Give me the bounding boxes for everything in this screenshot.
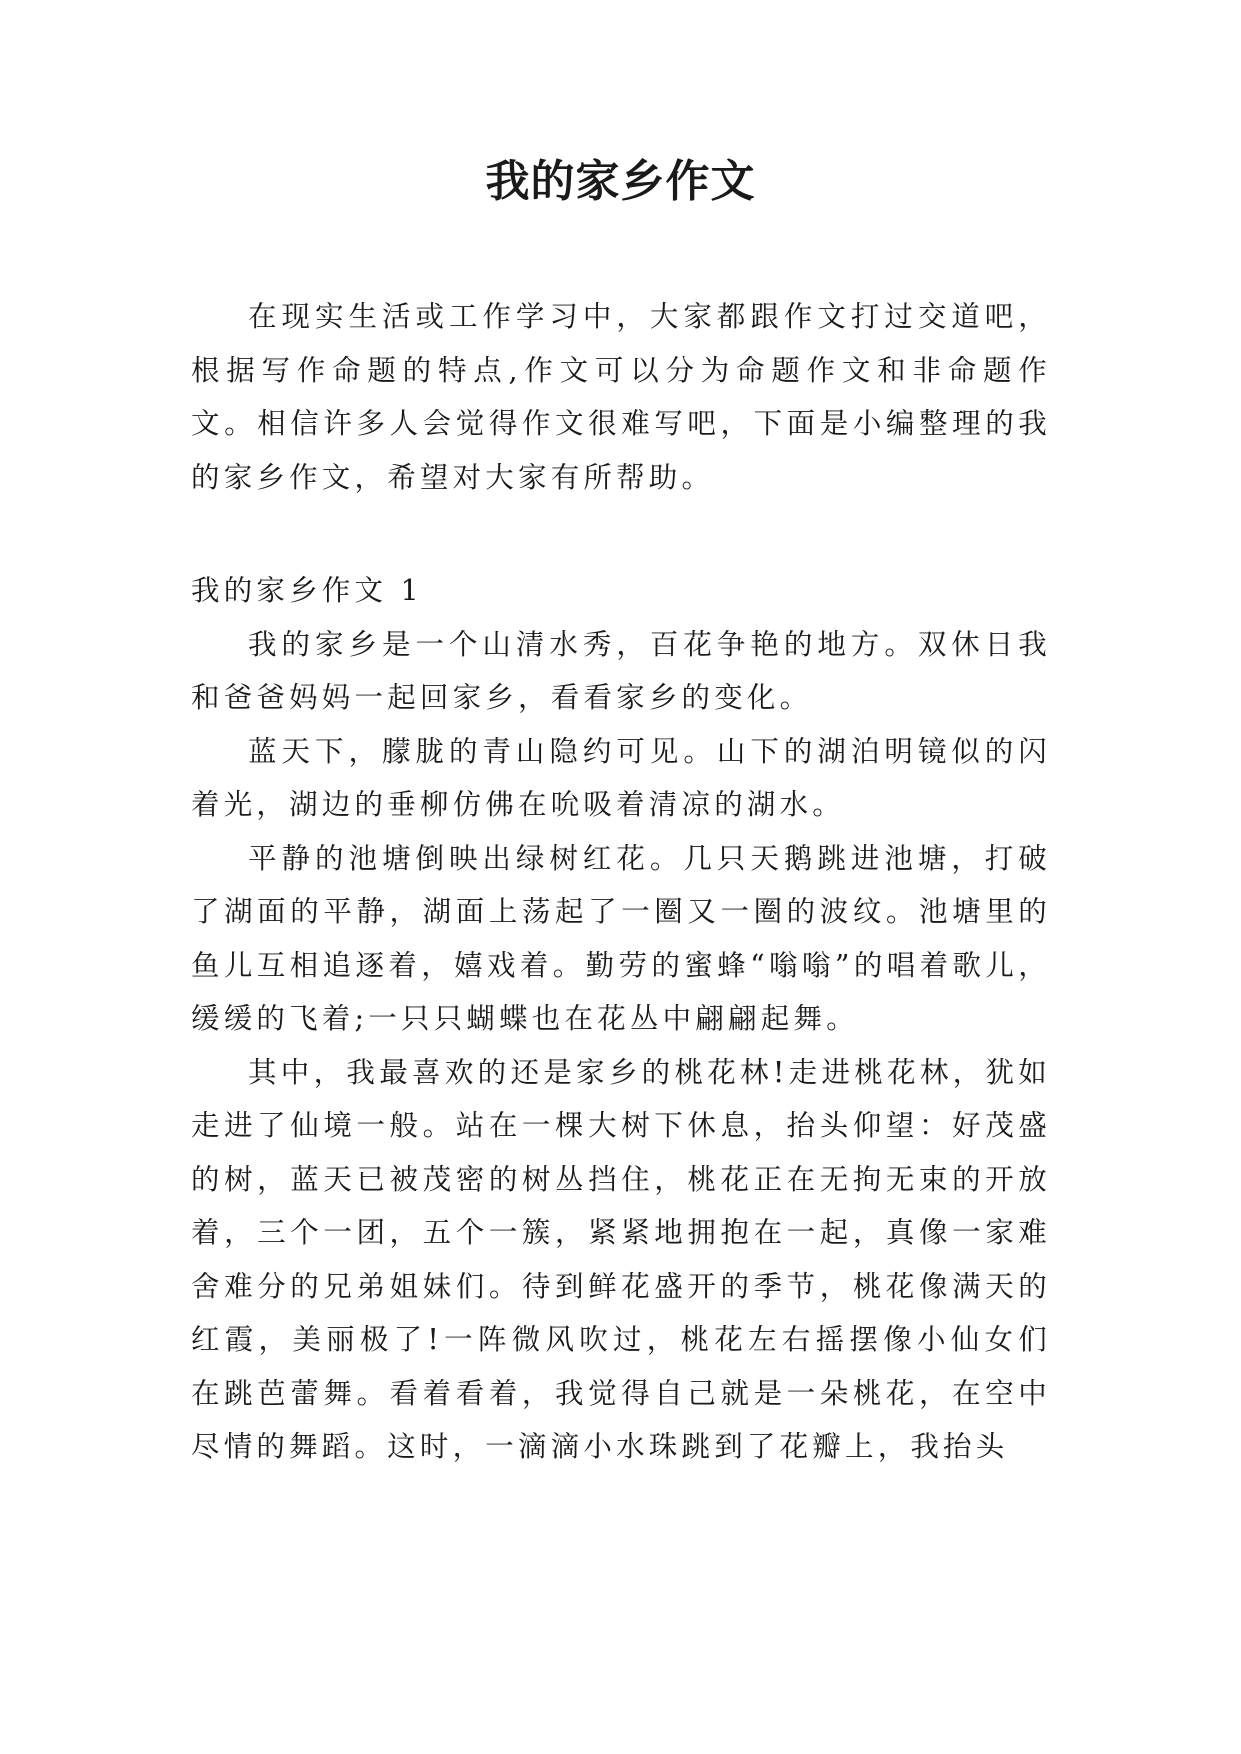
document-title: 我的家乡作文 <box>485 156 756 207</box>
body-paragraph: 我的家乡是一个山清水秀，百花争艳的地方。双休日我和爸爸妈妈一起回家乡，看看家乡的变化。 <box>191 627 1051 714</box>
intro-paragraph: 在现实生活或工作学习中，大家都跟作文打过交道吧，根据写作命题的特点,作文可以分为命题作文和非命题作文。相信许多人会觉得作文很难写吧，下面是小编整理的我的家乡作文，希望对大家有所帮助。 <box>191 300 1051 494</box>
section-heading: 我的家乡作文 1 <box>191 574 423 607</box>
body-paragraph: 平静的池塘倒映出绿树红花。几只天鹅跳进池塘，打破了湖面的平静，湖面上荡起了一圈又一圈的波纹。池塘里的鱼儿互相追逐着，嬉戏着。勤劳的蜜蜂“嗡嗡”的唱着歌儿，缓缓的飞着;一只只蝴蝶也在花丛中翩翩起舞。 <box>191 841 1051 1035</box>
body-paragraph: 其中，我最喜欢的还是家乡的桃花林!走进桃花林，犹如走进了仙境一般。站在一棵大树下休息，抬头仰望：好茂盛的树，蓝天已被茂密的树丛挡住，桃花正在无拘无束的开放着，三个一团，五个一簇，紧紧地拥抱在一起，真像一家难舍难分的兄弟姐妹们。待到鲜花盛开的季节，桃花像满天的红霞，美丽极了!一阵微风吹过，桃花左右摇摆像小仙女们在跳芭蕾舞。看着看着，我觉得自己就是一朵桃花，在空中尽情的舞蹈。这时，一滴滴小水珠跳到了花瓣上，我抬头 <box>191 1055 1051 1463</box>
document-body <box>191 290 1051 1474</box>
body-paragraph: 蓝天下，朦胧的青山隐约可见。山下的湖泊明镜似的闪着光，湖边的垂柳仿佛在吮吸着清凉的湖水。 <box>191 734 1051 821</box>
